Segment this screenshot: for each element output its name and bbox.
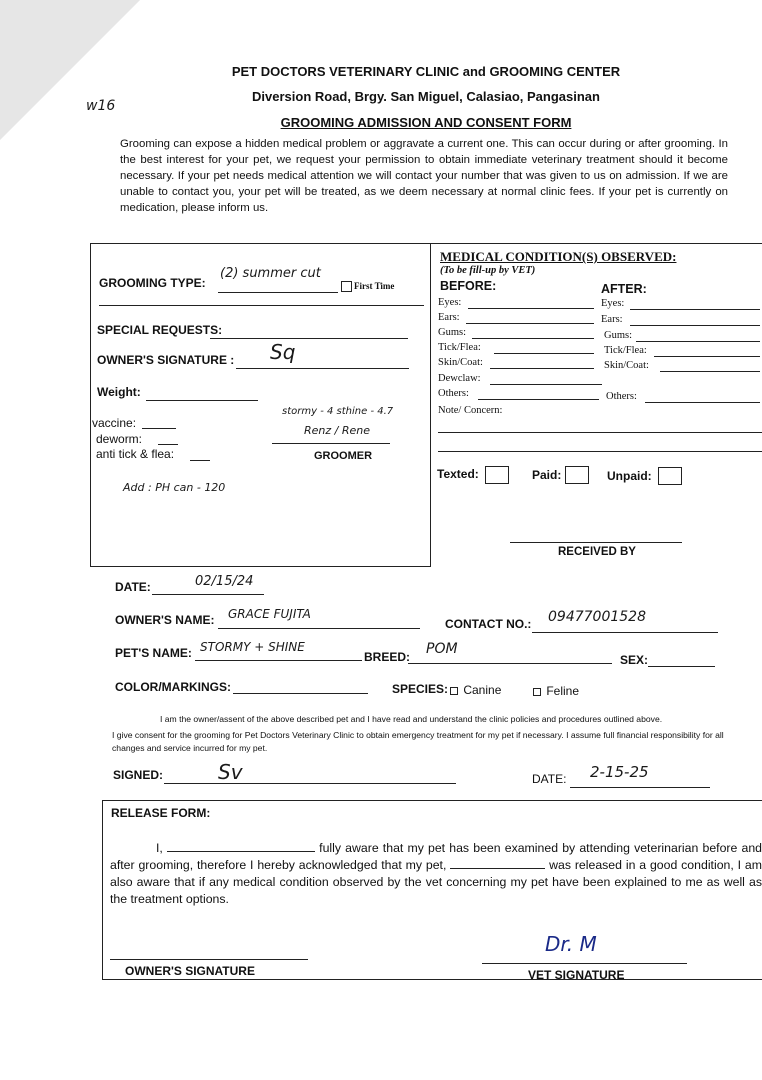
contact-value[interactable]: 09477001528: [548, 609, 646, 625]
before-others: Others:: [438, 388, 469, 399]
unpaid-checkbox[interactable]: [658, 467, 682, 485]
before-dewclaw: Dewclaw:: [438, 373, 481, 384]
consent-date-value[interactable]: 2-15-25: [590, 763, 649, 781]
release-owner-signature-label: OWNER'S SIGNATURE: [125, 964, 255, 978]
special-requests-label: SPECIAL REQUESTS:: [97, 323, 223, 337]
weight-label: Weight:: [97, 385, 141, 399]
after-gums: Gums:: [604, 330, 633, 341]
after-others: Others:: [606, 391, 637, 402]
consent-line-1: I am the owner/assent of the above described pet and I have read and understand the clinic policies and procedures outlined above.: [160, 714, 663, 724]
contact-label: CONTACT NO.:: [445, 617, 532, 631]
note-line-1[interactable]: [438, 432, 762, 433]
texted-checkbox[interactable]: [485, 466, 509, 484]
signed-value[interactable]: Sv: [218, 760, 243, 784]
clinic-name: PET DOCTORS VETERINARY CLINIC and GROOMING CENTER: [231, 64, 621, 79]
color-markings-field[interactable]: [233, 693, 368, 694]
medical-subtitle: (To be fill-up by VET): [440, 265, 536, 276]
sex-label: SEX:: [620, 653, 649, 667]
before-eyes: Eyes:: [438, 297, 462, 308]
signed-label: SIGNED:: [113, 768, 164, 782]
first-time-checkbox[interactable]: [341, 281, 394, 292]
after-skincoat: Skin/Coat:: [604, 360, 649, 371]
grooming-type-label: GROOMING TYPE:: [99, 276, 206, 290]
form-title: GROOMING ADMISSION AND CONSENT FORM: [280, 115, 572, 130]
anti-tick-label: anti tick & flea:: [96, 447, 175, 461]
feline-box[interactable]: [533, 688, 541, 696]
color-markings-label: COLOR/MARKINGS:: [115, 680, 231, 694]
before-label: BEFORE:: [440, 279, 497, 293]
pet-name-label: PET'S NAME:: [115, 646, 192, 660]
weight-field[interactable]: [146, 400, 258, 401]
canine-box[interactable]: [450, 687, 458, 695]
release-text-p1: fully aware that my pet has been examined by attending veterinarian before and after grooming, therefore I hereby acknowledged that my pet,: [110, 841, 762, 872]
canine-option[interactable]: [450, 683, 501, 697]
feline-label: Feline: [546, 684, 580, 698]
release-title: RELEASE FORM:: [111, 806, 211, 820]
date-label: DATE:: [115, 580, 151, 594]
groomer-label: GROOMER: [314, 450, 373, 462]
paid-label: Paid:: [532, 468, 562, 482]
anti-tick-field[interactable]: [190, 460, 210, 461]
breed-label: BREED:: [364, 650, 411, 664]
date-value[interactable]: 02/15/24: [195, 574, 254, 589]
first-time-box[interactable]: [341, 281, 352, 292]
after-eyes: Eyes:: [601, 298, 625, 309]
intro-paragraph: Grooming can expose a hidden medical problem or aggravate a current one. This can occur during or after grooming. In the best interest for your pet, we request your permission to obtain immediate veterinary treatment should it become necessary. If your pet needs medical attention we will contact your number that was given to us on admission. If we are unable to contact you, your pet will be treated, as we deem necessary at normal clinic fees. If your pet is currently on medication, please inform us.: [120, 138, 728, 214]
texted-label: Texted:: [437, 467, 479, 481]
release-owner-name-field[interactable]: [167, 841, 315, 852]
addon-note: Add : PH can - 120: [123, 481, 226, 494]
owner-name-value[interactable]: GRACE FUJITA: [228, 607, 311, 621]
vaccine-label: vaccine:: [92, 416, 137, 430]
before-tickflea: Tick/Flea:: [438, 342, 481, 353]
canine-label: Canine: [463, 683, 502, 697]
release-pet-name-field[interactable]: [450, 858, 545, 869]
special-requests-field[interactable]: [210, 338, 408, 339]
note-concern-label: Note/ Concern:: [438, 405, 503, 416]
margin-note: w16: [86, 98, 116, 114]
breed-value[interactable]: POM: [426, 641, 458, 657]
before-ears: Ears:: [438, 312, 460, 323]
before-gums: Gums:: [438, 327, 467, 338]
owner-signature-value[interactable]: Sq: [270, 340, 296, 364]
owner-name-label: OWNER'S NAME:: [115, 613, 215, 627]
owner-signature-label: OWNER'S SIGNATURE :: [97, 353, 235, 367]
pet-name-value[interactable]: STORMY + SHINE: [200, 640, 305, 654]
after-label: AFTER:: [601, 282, 647, 296]
first-time-label: First Time: [354, 281, 395, 291]
release-i: I,: [156, 841, 163, 855]
groomer-names: Renz / Rene: [304, 424, 371, 437]
feline-option[interactable]: [533, 684, 579, 698]
consent-date-label: DATE:: [532, 772, 567, 786]
vet-signature-value[interactable]: Dr. M: [545, 932, 597, 956]
sex-field[interactable]: [648, 666, 715, 667]
release-text: [110, 840, 762, 908]
vet-signature-label: VET SIGNATURE: [528, 968, 625, 982]
deworm-field[interactable]: [158, 444, 178, 445]
received-by-label: RECEIVED BY: [558, 546, 636, 558]
deworm-label: deworm:: [96, 432, 143, 446]
species-label: SPECIES:: [392, 682, 449, 696]
grooming-type-value[interactable]: (2) summer cut: [220, 266, 321, 281]
note-line-2[interactable]: [438, 451, 762, 452]
medical-title: MEDICAL CONDITION(S) OBSERVED:: [440, 249, 677, 264]
release-text-p2: was released in a good condition, I am also aware that if any medical condition observed by the vet concerning my pet have been explained to me as well as the treatment options.: [110, 858, 762, 906]
after-tickflea: Tick/Flea:: [604, 345, 647, 356]
before-skincoat: Skin/Coat:: [438, 357, 483, 368]
vaccine-field[interactable]: [142, 428, 176, 429]
clinic-address: Diversion Road, Brgy. San Miguel, Calasiao, Pangasinan: [252, 89, 600, 104]
paid-checkbox[interactable]: [565, 466, 589, 484]
weights-note: stormy - 4 sthine - 4.7: [282, 406, 394, 417]
unpaid-label: Unpaid:: [607, 469, 652, 483]
after-ears: Ears:: [601, 314, 623, 325]
consent-line-2: I give consent for the grooming for Pet Doctors Veterinary Clinic to obtain emergency treatment for my pet if necessary. I assume full financial responsibility for all changes and service incurred for my pet.: [112, 730, 724, 753]
